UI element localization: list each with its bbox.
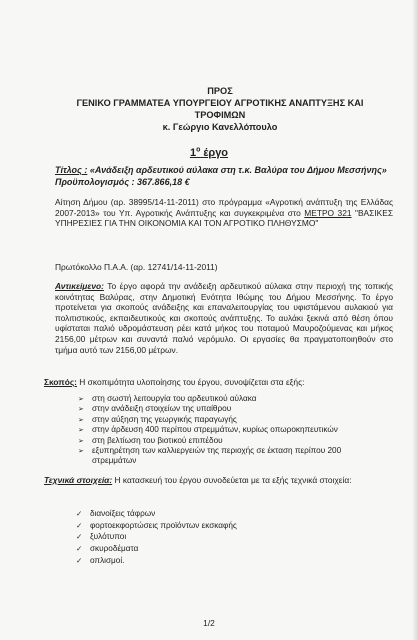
- protocol-line: Πρωτόκολλο Π.Α.Α. (αρ. 12741/14-11-2011): [55, 262, 218, 272]
- purpose-list: [78, 394, 383, 467]
- title-label: Τίτλος :: [55, 165, 88, 175]
- list-item: ➢ στην άρδευση 400 περίπου στρεμμάτων, κυρίως οπωροκηπευτικών: [78, 425, 383, 435]
- header-to: ΠΡΟΣ: [207, 86, 233, 96]
- project-word: έργο: [203, 146, 229, 159]
- scan-edge: [412, 0, 418, 640]
- list-item: ✓ διανοίξεις τάφρων: [76, 508, 237, 520]
- list-item: ➢ στην ανάδειξη στοιχείων της υπαίθρου: [78, 404, 383, 414]
- purpose-label: Σκοπός:: [44, 377, 77, 387]
- list-item: ➢ στη σωστή λειτουργία του αρδευτικού αύλακα: [78, 394, 383, 404]
- list-item: ➢ εξυπηρέτηση των καλλιεργειών της περιοχής σε έκταση περίπου 200 στρεμμάτων: [78, 446, 383, 467]
- list-item: ✓ ξυλότυποι: [76, 531, 237, 543]
- subject-text: Το έργο αφορά την ανάδειξη αρδευτικού αύλακα στην περιοχή της τοπικής κοινότητας Βαλύρας, στην Δημοτική Ενότητα Ιθώμης του Δήμου Μεσσήνης. Το έργο προτείνεται για σκοπούς ανάδειξης και επαναλειτουργίας του υφιστάμενου αυλακιού για πολιτιστικούς, εκπαιδευτικούς και σκοπούς ανάπτυξης. Το αυλάκι ξεκινά από θέση όπου υφίσταται παλιό υδρομάστευση ρέει κατά μήκος του ποταμού Μαυροζούμενας και μήκος 2156,00 μέτρων και συναντά παλιό νερόμυλο. Οι εργασίες θα πραγματοποιηθούν στο τμήμα αυτό των 2156,00 μέτρων.: [55, 281, 393, 355]
- technical-label: Τεχνικά στοιχεία:: [44, 475, 113, 485]
- request-text-1: Αίτηση Δήμου (αρ. 38995/14-11-2011) στο πρόγραμμα «Αγροτική ανάπτυξη της Ελλάδας 2007-2013» του Υπ. Αγροτικής Ανάπτυξης και συγκεκριμένα στο: [55, 197, 393, 218]
- header-recipient-name: κ. Γεώργιο Κανελλόπουλο: [162, 122, 278, 132]
- technical-list: [76, 508, 237, 567]
- project-heading: [0, 146, 418, 159]
- list-item: ✓ σκυροδέματα: [76, 543, 237, 555]
- header-recipient-line2: ΤΡΟΦΙΜΩΝ: [194, 110, 246, 120]
- measure-label: ΜΕΤΡΟ 321: [304, 207, 352, 218]
- page-number: 1/2: [203, 618, 215, 628]
- technical-text: Η κατασκευή του έργου συνοδεύεται με τα εξής τεχνικά στοιχεία:: [112, 475, 352, 485]
- request-text-2: "ΒΑΣΙΚΕΣ ΥΠΗΡΕΣΙΕΣ ΓΙΑ ΤΗΝ ΟΙΚΟΝΟΜΙΑ ΚΑΙ ΤΟΝ ΑΓΡΟΤΙΚΟ ΠΛΗΘΥΣΜΟ": [55, 207, 394, 229]
- list-item: ✓ οπλισμοί.: [76, 555, 237, 567]
- request-paragraph: [55, 197, 393, 229]
- technical-heading: [44, 475, 394, 487]
- subject-label: Αντικείμενο:: [55, 281, 104, 291]
- list-item: ➢ στη βελτίωση του βιοτικού επιπέδου: [78, 436, 383, 446]
- subject-paragraph: [55, 281, 393, 355]
- title-text: «Ανάδειξη αρδευτικού αύλακα στη τ.κ. Βαλύρα του Δήμου Μεσσήνης» Προϋπολογισμός : 367.866,18 €: [55, 165, 387, 187]
- purpose-heading: [44, 377, 304, 387]
- purpose-text: Η σκοπιμότητα υλοποίησης του έργου, συνοψίζεται στα εξής:: [76, 377, 305, 387]
- list-item: ✓ φορτοεκφορτώσεις προϊόντων εκσκαφής: [76, 520, 237, 532]
- header-recipient-line1: ΓΕΝΙΚΟ ΓΡΑΜΜΑΤΕΑ ΥΠΟΥΡΓΕΙΟΥ ΑΓΡΟΤΙΚΗΣ ΑΝΑΠΤΥΞΗΣ ΚΑΙ: [76, 98, 364, 108]
- project-ordinal: ο: [196, 146, 201, 153]
- list-item: ➢ στην αύξηση της γεωργικής παραγωγής: [78, 415, 383, 425]
- project-number: 1: [189, 146, 197, 159]
- project-title: [55, 165, 393, 188]
